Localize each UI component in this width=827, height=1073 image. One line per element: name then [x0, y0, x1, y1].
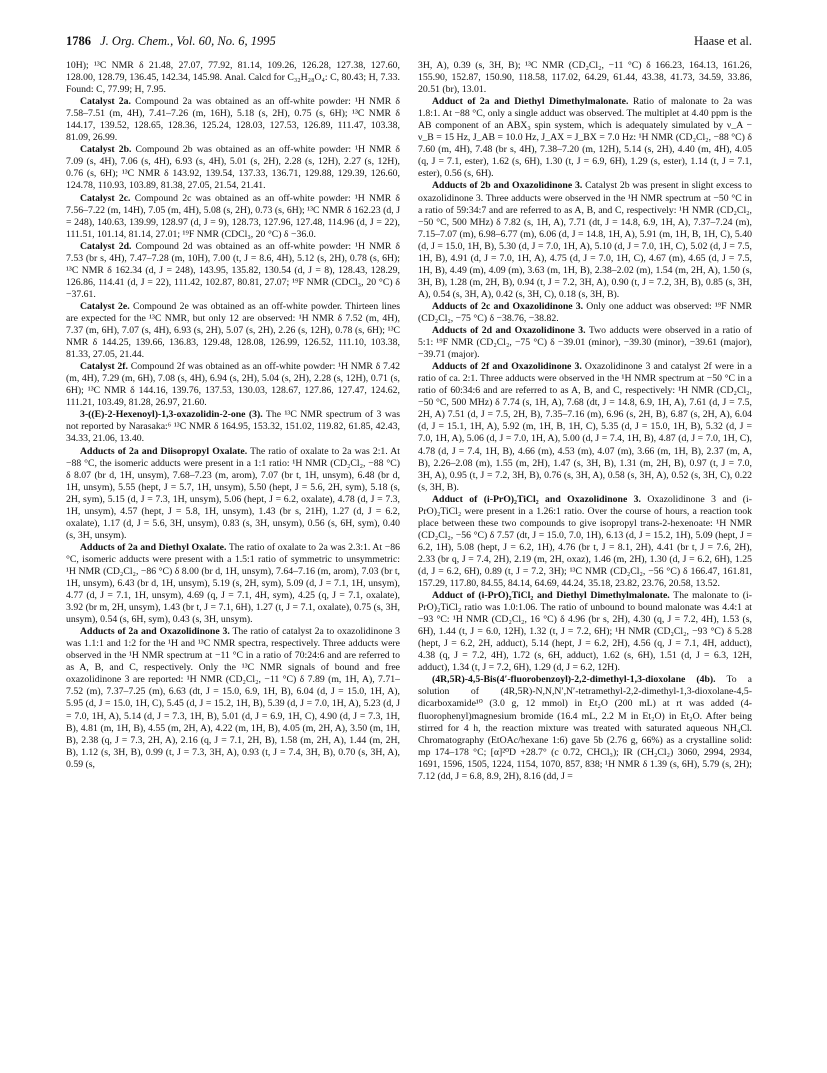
- paragraph-text: Compound 2d was obtained as an off-white powder: ¹H NMR δ 7.53 (br s, 4H), 7.47–7.28 (m, 10H), 7.00 (t, J = 8.6, 4H), 5.12 (s, 2H), 0.78 (s, 6H); ¹³C NMR δ 162.34 (d, J = 248), 143.95, 135.82, 130.54 (d, J = 8), 128.43, 128.29, 126.86, 114.41 (d, J = 22), 111.42, 102.87, 80.81, 27.07; ¹⁹F NMR (CDCl₃, 20 °C) δ −37.61.: [66, 240, 400, 300]
- journal-citation: J. Org. Chem., Vol. 60, No. 6, 1995: [100, 34, 276, 48]
- right-column: [418, 60, 752, 1060]
- paragraph-text: Oxazolidinone 3 and (i-PrO)₂TiCl₂ were present in a 1.26:1 ratio. Over the course of hours, a reaction took place between these two compounds to give isopropyl trans-2-hexenoate: ¹H NMR (CD₂Cl₂, −56 °C) δ 7.57 (dt, J = 15.0, 7.0, 1H), 6.13 (d, J = 15.2, 1H), 5.09 (hept, J = 6.2, 1H), 5.08 (hept, J = 6.2, 1H), 4.76 (br t, J = 8.1, 2H), 4.41 (br t, J = 7.6, 2H), 2.33 (br q, J = 7.4, 2H), 2.19 (m, 2H, oxaz), 1.46 (m, 2H), 1.30 (d, J = 6.2, 6H), 1.25 (d, J = 6.2, 6H), 0.89 (t, J = 7.2, 3H); ¹³C NMR (CD₂Cl₂, −56 °C) δ 166.47, 161.81, 157.29, 117.80, 84.55, 84.14, 64.69, 44.24, 35.18, 23.82, 23.76, 20.58, 13.52.: [418, 493, 752, 590]
- paragraph-text: Compound 2b was obtained as an off-white powder: ¹H NMR δ 7.09 (s, 4H), 7.06 (s, 4H), 6.93 (s, 4H), 5.01 (s, 2H), 2.28 (s, 12H), 2.27 (s, 12H), 0.76 (s, 6H); ¹³C NMR δ 143.92, 139.54, 137.33, 136.71, 129.88, 129.39, 126.60, 124.78, 110.93, 103.89, 81.38, 27.05, 21.54, 21.41.: [66, 144, 400, 192]
- paragraph: [66, 144, 400, 192]
- paragraph-heading: Catalyst 2d.: [80, 240, 132, 252]
- paragraph-text: The ratio of catalyst 2a to oxazolidinone 3 was 1.1:1 and 1:2 for the ¹H and ¹³C NMR spectra, respectively. Three adducts were observed in the ¹H NMR spectrum at −11 °C in a ratio of 70:24:6 and are referred to as A, B, and C, respectively. Only the ¹³C NMR signals of bound and free oxazolidinone 3 are reported: ¹H NMR (CD₂Cl₂, −11 °C) δ 7.89 (m, 1H, A), 7.71–7.52 (m), 7.37–7.25 (m), 6.63 (dt, J = 15.0, 6.9, 1H, B), 6.04 (d, J = 15.0, 1H, A), 5.95 (d, J = 15.0, 1H, C), 5.45 (d, J = 15.2, 1H, B), 5.39 (d, J = 7.0, 1H, A), 5.23 (d, J = 7.0, 1H, A), 5.14 (d, J = 7.3, 1H, B), 5.01 (d, J = 6.9, 1H, C), 4.90 (d, J = 7.3, 1H, B), 4.81 (m, 1H, B), 4.55 (m, 2H, A), 4.22 (m, 1H, B), 4.05 (m, 2H, A), 3.50 (m, 1H, B), 2.38 (q, J = 7.3, 2H, A), 2.16 (q, J = 7.1, 2H, B), 1.58 (m, 2H, A), 1.44 (m, 2H, B), 1.12 (s, 3H, B), 0.99 (t, J = 7.3, 3H, A), 0.93 (t, J = 7.4, 3H, B), 0.70 (s, 3H, A), 0.59 (s,: [66, 626, 400, 770]
- paragraph-text: Catalyst 2b was present in slight excess to oxazolidinone 3. Three adducts were observed in the ¹H NMR spectrum at −50 °C in a ratio of 59:34:7 and are referred to as A, B, and C, respectively: ¹H NMR (CD₂Cl₂, −50 °C, 500 MHz) δ 7.82 (s, 1H, A), 7.71 (dt, J = 14.8, 6.9, 1H, A), 7.37–7.24 (m), 7.15–7.07 (m), 6.98–6.77 (m), 6.06 (d, J = 14.8, 1H, A), 5.91 (m, 1H, B, 1H, C), 5.40 (d, J = 15.0, 1H, B), 5.30 (d, J = 7.0, 1H, A), 5.10 (d, J = 7.0, 1H, C), 5.02 (d, J = 7.5, 1H, B), 4.91 (d, J = 7.0, 1H, A), 4.75 (d, J = 7.0, 1H, C), 4.67 (m), 4.65 (d, J = 7.5, 1H, B), 4.49 (m), 4.09 (m), 3.63 (m, 1H, B), 2.38–2.02 (m), 1.54 (m, 2H, A), 1.50 (s, 3H, B), 1.28 (m, 2H, B), 0.94 (t, J = 7.2, 3H, A), 0.90 (t, J = 7.2, 3H, B), 0.85 (s, 3H, A), 0.54 (s, 3H, A), 0.42 (s, 3H, C), 0.18 (s, 3H, B).: [418, 180, 752, 300]
- paragraph-heading: Adducts of 2a and Oxazolidinone 3.: [80, 626, 230, 638]
- paragraph-heading: Catalyst 2c.: [80, 192, 131, 204]
- paragraph: [418, 301, 752, 325]
- paragraph-heading: 3-((E)-2-Hexenoyl)-1,3-oxazolidin-2-one (3).: [80, 409, 263, 421]
- paragraph-text: Two adducts were observed in a ratio of 5:1: ¹⁹F NMR (CD₂Cl₂, −75 °C) δ −39.01 (minor), −39.30 (minor), −39.61 (major), −39.71 (major).: [418, 325, 752, 361]
- paragraph-heading: Adducts of 2c and Oxazolidinone 3.: [432, 300, 584, 312]
- paragraph: [66, 60, 400, 96]
- paragraph: [418, 674, 752, 782]
- paragraph-heading: Adducts of 2a and Diethyl Oxalate.: [80, 541, 227, 553]
- paragraph: [418, 494, 752, 590]
- paragraph-text: Compound 2a was obtained as an off-white powder: ¹H NMR δ 7.58–7.51 (m, 4H), 7.41–7.26 (m, 16H), 5.18 (s, 2H), 0.75 (s, 6H); ¹³C NMR δ 144.17, 139.52, 128.65, 128.36, 125.24, 128.03, 127.53, 126.89, 111.47, 103.38, 81.09, 26.99.: [66, 96, 400, 144]
- paragraph: [66, 361, 400, 409]
- paragraph-heading: Adduct of (i-PrO)₂TiCl₂ and Diethyl Dimethylmalonate.: [432, 590, 670, 602]
- running-head: [66, 34, 752, 52]
- paragraph-text: To a solution of (4R,5R)-N,N,N′,N′-tetramethyl-2,2-dimethyl-1,3-dioxolane-4,5-dicarboxamide¹⁰ (3.0 g, 12 mmol) in Et₂O (200 mL) at rt was added (4-fluorophenyl)magnesium bromide (16.4 mL, 2.2 M in Et₂O) in Et₂O. After being stirred for 4 h, the reaction mixture was treated with saturated aqueous NH₄Cl. Chromatography (EtOAc/hexane 1:6) gave 5b (2.76 g, 66%) as a crystalline solid: mp 174–178 °C; [α]²⁰D +28.7° (c 0.72, CHCl₃); IR (CH₂Cl₂) 3060, 2994, 2934, 1691, 1596, 1505, 1224, 1154, 1070, 857, 838; ¹H NMR δ 1.39 (s, 6H), 5.79 (s, 2H); 7.12 (dd, J = 6.8, 8.9, 2H), 8.16 (dd, J =: [418, 674, 752, 782]
- paragraph-heading: Catalyst 2b.: [80, 144, 132, 156]
- paragraph-heading: Adducts of 2f and Oxazolidinone 3.: [432, 361, 582, 373]
- paragraph: [418, 96, 752, 180]
- paragraph: [418, 325, 752, 361]
- paragraph-heading: (4R,5R)-4,5-Bis(4′-fluorobenzoyl)-2,2-dimethyl-1,3-dioxolane (4b).: [432, 674, 716, 686]
- paragraph-text: The ¹³C NMR spectrum of 3 was not reported by Narasaka:⁶ ¹³C NMR δ 164.95, 153.32, 151.02, 119.82, 61.85, 42.43, 34.33, 21.06, 13.40.: [66, 409, 400, 445]
- paragraph-heading: Catalyst 2e.: [80, 300, 130, 312]
- paragraph-text: The ratio of oxalate to 2a was 2.3:1. At −86 °C, isomeric adducts were present with a 1.5:1 ratio of symmetric to unsymmetric: ¹H NMR (CD₂Cl₂, −86 °C) δ 8.00 (br d, 1H, unsym), 7.64–7.16 (m, arom), 7.03 (br t, 1H, unsym), 6.43 (br d, 1H, unsym), 5.19 (s, 2H, sym), 5.09 (d, J = 7.1, 1H, unsym), 4.77 (d, J = 7.1, 1H, unsym), 4.69 (q, J = 7.1, 4H, sym), 4.25 (q, J = 7.1, oxalate), 3.92 (br m, 2H, unsym), 1.43 (br t, J = 7.1, 6H), 1.27 (t, J = 7.1, oxalate), 0.75 (s, 3H, unsym), 0.54 (s, 6H, sym), 0.43 (s, 3H, unsym).: [66, 541, 400, 626]
- paragraph-heading: Adduct of 2a and Diethyl Dimethylmalonate.: [432, 96, 629, 108]
- paragraph-text: 10H); ¹³C NMR δ 21.48, 27.07, 77.92, 81.14, 109.26, 126.28, 127.38, 127.60, 128.00, 128.79, 136.45, 142.34, 145.98. Anal. Calcd for C₃₂H₂₈O₄: C, 80.43; H, 7.33. Found: C, 77.99; H, 7.95.: [66, 60, 400, 96]
- paragraph: [66, 626, 400, 771]
- paragraph-heading: Adducts of 2b and Oxazolidinone 3.: [432, 180, 583, 192]
- paragraph-text: Only one adduct was observed: ¹⁹F NMR (CD₂Cl₂, −75 °C) δ −38.76, −38.82.: [418, 300, 752, 324]
- paragraph-text: The ratio of oxalate to 2a was 2:1. At −88 °C, the isomeric adducts were present in a 1:1 ratio: ¹H NMR (CD₂Cl₂, −88 °C) δ 8.07 (br d, 1H, unsym), 7.68–7.23 (m, arom), 7.07 (br t, 1H, unsym), 6.48 (br d, 1H, unsym), 5.55 (hept, J = 5.7, 1H, unsym), 5.50 (hept, J = 5.6, 2H, sym), 5.18 (s, 2H, sym), 5.15 (d, J = 7.3, 1H, unsym), 5.06 (hept, J = 6.2, oxalate), 4.78 (d, J = 7.3, 1H, unsym), 4.57 (hept, J = 5.8, 1H, unsym), 1.43 (br s, 21H), 1.27 (d, J = 6.2, oxalate), 1.17 (d, J = 5.6, 3H, unsym), 0.83 (s, 3H, unsym), 0.56 (s, 6H, sym), 0.40 (s, 3H, unsym).: [66, 445, 400, 541]
- paragraph: [66, 542, 400, 626]
- left-column: [66, 60, 400, 1060]
- paragraph-text: Compound 2c was obtained as an off-white powder: ¹H NMR δ 7.56–7.22 (m, 14H), 7.05 (m, 4H), 5.08 (s, 2H), 0.73 (s, 6H); ¹³C NMR δ 162.23 (d, J = 248), 140.63, 139.99, 128.97 (d, J = 9), 128.73, 127.96, 127.48, 114.96 (d, J = 22), 111.51, 101.14, 81.14, 27.01; ¹⁹F NMR (CDCl₃, 20 °C) δ −36.0.: [66, 192, 400, 240]
- author-names: Haase et al.: [694, 34, 752, 48]
- paragraph-text: Ratio of malonate to 2a was 1.8:1. At −88 °C, only a single adduct was observed. The multiplet at 4.40 ppm is the AB component of an ABX₃ spin system, which is adequately simulated by ν_A − ν_B = 15 Hz, J_AB = 10.0 Hz, J_AX = J_BX = 7.0 Hz: ¹H NMR (CD₂Cl₂, −88 °C) δ 7.60 (m, 4H), 7.48 (br s, 4H), 7.38–7.20 (m, 12H), 5.14 (s, 2H), 4.40 (m, 4H), 4.05 (q, J = 7.1, ester), 1.62 (s, 6H), 1.30 (t, J = 6.9, 6H), 1.29 (s, ester), 1.14 (t, J = 7.1, ester), 0.56 (s, 6H).: [418, 96, 752, 180]
- paragraph-heading: Adducts of 2d and Oxazolidinone 3.: [432, 325, 586, 337]
- paragraph-heading: Catalyst 2a.: [80, 96, 131, 108]
- paragraph: [66, 446, 400, 542]
- paragraph: [418, 60, 752, 96]
- paragraph-heading: Catalyst 2f.: [80, 361, 128, 373]
- paragraph: [418, 590, 752, 674]
- paragraph-text: Compound 2f was obtained as an off-white powder: ¹H NMR δ 7.42 (m, 4H), 7.29 (m, 6H), 7.08 (s, 4H), 6.94 (s, 2H), 5.04 (s, 2H), 2.28 (s, 12H), 0.71 (s, 6H); ¹³C NMR δ 144.16, 139.76, 137.53, 130.03, 128.67, 127.86, 127.47, 124.62, 111.21, 103.49, 81.28, 26.97, 21.60.: [66, 361, 400, 409]
- paragraph-text: 3H, A), 0.39 (s, 3H, B); ¹³C NMR (CD₂Cl₂, −11 °C) δ 166.23, 164.13, 161.26, 155.90, 152.87, 150.90, 118.58, 117.02, 64.29, 61.44, 43.38, 41.73, 34.59, 33.86, 20.51 (br), 13.01.: [418, 60, 752, 96]
- paragraph: [66, 409, 400, 445]
- paragraph: [418, 361, 752, 494]
- paragraph: [66, 96, 400, 144]
- paragraph: [418, 180, 752, 300]
- paragraph-heading: Adducts of 2a and Diisopropyl Oxalate.: [80, 445, 248, 457]
- paragraph: [66, 193, 400, 241]
- page-number: 1786: [66, 34, 91, 48]
- paragraph-text: The malonate to (i-PrO)₂TiCl₂ ratio was 1.0:1.06. The ratio of unbound to bound malonate was 4.4:1 at −93 °C: ¹H NMR (CD₂Cl₂, 16 °C) δ 4.96 (br s, 2H), 4.30 (q, J = 7.2, 4H), 1.53 (s, 6H), 1.44 (t, J = 6.0, 12H), 1.32 (t, J = 7.2, 6H); ¹H NMR (CD₂Cl₂, −93 °C) δ 5.28 (hept, J = 6.2, 2H, adduct), 5.14 (hept, J = 6.2, 2H), 4.56 (q, J = 7.1, 4H, adduct), 4.38 (q, J = 7.2, 4H), 1.72 (s, 6H, adduct), 1.62 (s, 6H), 1.51 (d, J = 6.3, 12H, adduct), 1.34 (t, J = 7.2, 6H), 1.29 (d, J = 6.2, 12H).: [418, 590, 752, 674]
- paragraph: [66, 241, 400, 301]
- paragraph: [66, 301, 400, 361]
- paragraph-text: Oxazolidinone 3 and catalyst 2f were in a ratio of ca. 2:1. Three adducts were observed in the ¹H NMR spectrum at −50 °C in a ratio of 60:34:6 and are referred to as A, B, and C, respectively: ¹H NMR (CD₂Cl₂, −50 °C, 500 MHz) δ 7.74 (s, 1H, A), 7.68 (dt, J = 14.8, 6.9, 1H, A), 7.61 (d, J = 7.5, 2H, A) 7.51 (d, J = 7.5, 2H, B), 7.35–7.16 (m), 6.96 (s, 2H, B), 6.87 (s, 2H, A), 6.04 (d, J = 15.1, 1H, A), 5.92 (m, 1H, B, 1H, C), 5.35 (d, J = 15.0, 1H, B), 5.32 (d, J = 7.0, 1H, A), 5.06 (d, J = 7.0, 1H, A), 5.00 (d, J = 7.4, 1H, B), 4.87 (d, J = 7.0, 1H, C), 4.78 (d, J = 7.4, 1H, B), 4.66 (m), 4.53 (m), 4.07 (m), 3.66 (m, 1H, B), 2.37 (m, A, B), 2.26–2.08 (m), 1.55 (m, 2H), 1.47 (s, 3H, B), 1.31 (m, 2H, B), 0.97 (t, J = 7.0, 3H, A), 0.95 (t, J = 7.2, 3H, B), 0.76 (s, 3H, A), 0.58 (s, 3H, A), 0.52 (s, 3H, C), 0.22 (s, 3H, B).: [418, 361, 752, 493]
- paragraph-heading: Adduct of (i-PrO)₂TiCl₂ and Oxazolidinone 3.: [432, 493, 641, 505]
- paragraph-text: Compound 2e was obtained as an off-white powder. Thirteen lines are expected for the ¹³C NMR, but only 12 are observed: ¹H NMR δ 7.52 (m, 4H), 7.37 (m, 6H), 7.07 (s, 4H), 6.93 (s, 2H), 5.07 (s, 2H), 2.26 (s, 12H), 0.78 (s, 6H); ¹³C NMR δ 144.25, 139.66, 136.83, 129.48, 128.08, 126.99, 126.52, 111.10, 103.38, 81.33, 27.05, 21.44.: [66, 300, 400, 361]
